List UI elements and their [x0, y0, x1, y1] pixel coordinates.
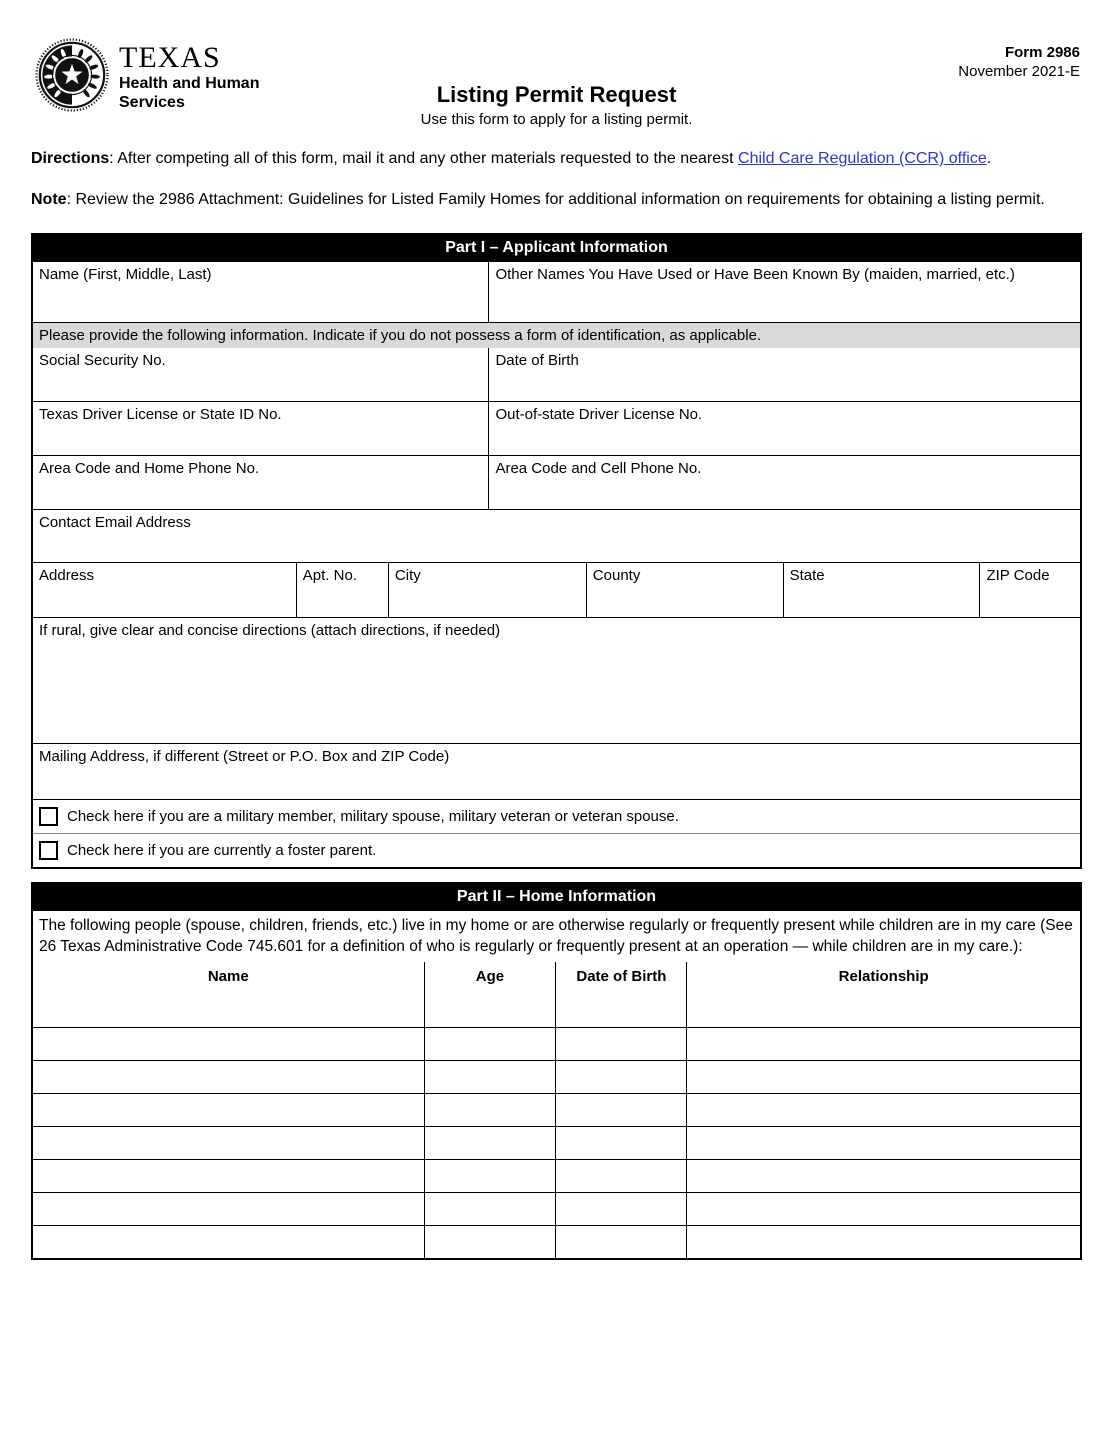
form-meta: [958, 44, 1080, 82]
city-label: City: [394, 566, 421, 584]
texas-hhs-seal-icon: [35, 38, 109, 117]
other-names-label: Other Names You Have Used or Have Been Known By (maiden, married, etc.): [495, 265, 1015, 283]
household-table-row: [33, 1159, 1080, 1192]
form-header: [31, 0, 1082, 148]
tx-license-label: Texas Driver License or State ID No.: [39, 405, 282, 423]
household-name-cell[interactable]: [33, 1160, 424, 1192]
other-names-field-cell[interactable]: [488, 262, 1080, 322]
note-label: Note: [31, 191, 67, 209]
cell-phone-field-cell[interactable]: [488, 456, 1080, 509]
household-table-row: [33, 1126, 1080, 1159]
email-label: Contact Email Address: [39, 513, 191, 531]
mailing-address-field-cell[interactable]: [33, 744, 1080, 799]
household-table-header: [33, 962, 1080, 995]
rural-directions-row: [33, 617, 1080, 743]
household-table-row: [33, 1225, 1080, 1258]
phone-row: [33, 455, 1080, 509]
apt-field-cell[interactable]: [296, 563, 388, 617]
military-checkbox[interactable]: [39, 807, 58, 826]
oos-license-label: Out-of-state Driver License No.: [495, 405, 703, 423]
household-age-cell[interactable]: [424, 1061, 556, 1093]
email-row: [33, 509, 1080, 562]
id-instruction-row: Please provide the following information. Indicate if you do not possess a form of identification, as applicable.: [33, 322, 1080, 348]
page-title: Listing Permit Request: [436, 82, 677, 107]
intro-paragraphs: [31, 148, 1082, 212]
cell-phone-label: Area Code and Cell Phone No.: [495, 459, 702, 477]
page-subtitle: Use this form to apply for a listing permit.: [420, 111, 693, 128]
household-dob-cell[interactable]: [555, 1127, 686, 1159]
address-row: [33, 562, 1080, 617]
foster-checkbox[interactable]: [39, 841, 58, 860]
logo-dept-name: Health and Human Services: [119, 75, 260, 111]
ssn-dob-row: [33, 348, 1080, 401]
logo-org-name: TEXAS: [119, 41, 221, 75]
county-label: County: [592, 566, 641, 584]
military-checkbox-label: Check here if you are a military member, military spouse, military veteran or veteran spouse.: [67, 807, 679, 825]
household-age-cell[interactable]: [424, 1127, 556, 1159]
ccr-office-link[interactable]: Child Care Regulation (CCR) office: [738, 150, 987, 167]
household-intro-text: The following people (spouse, children, friends, etc.) live in my home or are otherwise regularly or frequently present while children are in my care (See 26 Texas Administrative Code 745.601 for a definition of who is regularly or frequently present at an operation — while children are in my care.):: [39, 916, 1073, 956]
household-dob-cell[interactable]: [555, 1160, 686, 1192]
household-relationship-cell[interactable]: [686, 1028, 1080, 1060]
name-row: [33, 262, 1080, 322]
household-age-cell[interactable]: [424, 995, 556, 1027]
household-col-relationship: Relationship: [686, 962, 1080, 995]
foster-checkbox-label: Check here if you are currently a foster parent.: [67, 841, 377, 859]
household-table-row: [33, 995, 1080, 1027]
part2-header-bar: Part II – Home Information: [33, 884, 1080, 911]
household-dob-cell[interactable]: [555, 1028, 686, 1060]
note-text: : Review the 2986 Attachment: Guidelines for Listed Family Homes for additional information on requirements for obtaining a listing permit.: [66, 191, 1045, 209]
email-field-cell[interactable]: [33, 510, 1080, 562]
rural-directions-label: If rural, give clear and concise directions (attach directions, if needed): [39, 621, 501, 639]
part2-section: [31, 882, 1082, 1260]
household-name-cell[interactable]: [33, 1028, 424, 1060]
mailing-address-row: [33, 743, 1080, 799]
city-field-cell[interactable]: [388, 563, 586, 617]
oos-license-field-cell[interactable]: [488, 402, 1080, 455]
household-age-cell[interactable]: [424, 1094, 556, 1126]
household-dob-cell[interactable]: [555, 1094, 686, 1126]
part1-section: [31, 233, 1082, 869]
household-table-rows: [33, 995, 1080, 1258]
directions-text: : After competing all of this form, mail it and any other materials requested to the nearest: [109, 150, 739, 167]
household-dob-cell[interactable]: [555, 1193, 686, 1225]
home-phone-label: Area Code and Home Phone No.: [39, 459, 260, 477]
name-field-cell[interactable]: [33, 262, 488, 322]
part1-header-bar: Part I – Applicant Information: [33, 235, 1080, 262]
household-table-row: [33, 1027, 1080, 1060]
texas-hhs-logo: [35, 38, 259, 117]
household-relationship-cell[interactable]: [686, 1193, 1080, 1225]
form-number: Form 2986: [1004, 44, 1080, 61]
household-col-dob: Date of Birth: [555, 962, 686, 995]
household-name-cell[interactable]: [33, 1226, 424, 1258]
household-name-cell[interactable]: [33, 995, 424, 1027]
household-table-row: [33, 1192, 1080, 1225]
directions-period: .: [986, 150, 992, 167]
household-name-cell[interactable]: [33, 1094, 424, 1126]
household-relationship-cell[interactable]: [686, 1127, 1080, 1159]
home-phone-field-cell[interactable]: [33, 456, 488, 509]
household-relationship-cell[interactable]: [686, 1160, 1080, 1192]
household-table-row: [33, 1060, 1080, 1093]
directions-paragraph: [31, 148, 1082, 170]
form-revision-date: November 2021-E: [958, 62, 1080, 80]
dob-label: Date of Birth: [495, 351, 579, 369]
rural-directions-field-cell[interactable]: [33, 618, 1080, 743]
dob-field-cell[interactable]: [488, 348, 1080, 401]
tx-license-field-cell[interactable]: [33, 402, 488, 455]
state-field-cell[interactable]: [783, 563, 980, 617]
ssn-field-cell[interactable]: [33, 348, 488, 401]
household-relationship-cell[interactable]: [686, 995, 1080, 1027]
note-paragraph: [31, 189, 1082, 211]
household-age-cell[interactable]: [424, 1028, 556, 1060]
household-age-cell[interactable]: [424, 1226, 556, 1258]
ssn-label: Social Security No.: [39, 351, 166, 369]
zip-field-cell[interactable]: [979, 563, 1080, 617]
household-relationship-cell[interactable]: [686, 1226, 1080, 1258]
state-label: State: [789, 566, 825, 584]
household-age-cell[interactable]: [424, 1193, 556, 1225]
household-name-cell[interactable]: [33, 1127, 424, 1159]
license-row: [33, 401, 1080, 455]
address-label: Address: [39, 566, 95, 584]
household-dob-cell[interactable]: [555, 1061, 686, 1093]
household-relationship-cell[interactable]: [686, 1061, 1080, 1093]
household-relationship-cell[interactable]: [686, 1094, 1080, 1126]
mailing-address-label: Mailing Address, if different (Street or P.O. Box and ZIP Code): [39, 747, 450, 765]
foster-checkbox-row: [33, 833, 1080, 867]
county-field-cell[interactable]: [586, 563, 783, 617]
household-col-name: Name: [207, 967, 249, 985]
household-dob-cell[interactable]: [555, 1226, 686, 1258]
household-dob-cell[interactable]: [555, 995, 686, 1027]
military-checkbox-row: [33, 799, 1080, 833]
apt-label: Apt. No.: [302, 566, 357, 584]
household-name-cell[interactable]: [33, 1193, 424, 1225]
address-field-cell[interactable]: [33, 563, 296, 617]
zip-label: ZIP Code: [986, 566, 1050, 584]
directions-label: Directions: [31, 150, 110, 167]
household-table-row: [33, 1093, 1080, 1126]
household-col-age: Age: [424, 962, 556, 995]
household-age-cell[interactable]: [424, 1160, 556, 1192]
name-label: Name (First, Middle, Last): [39, 265, 212, 283]
household-name-cell[interactable]: [33, 1061, 424, 1093]
